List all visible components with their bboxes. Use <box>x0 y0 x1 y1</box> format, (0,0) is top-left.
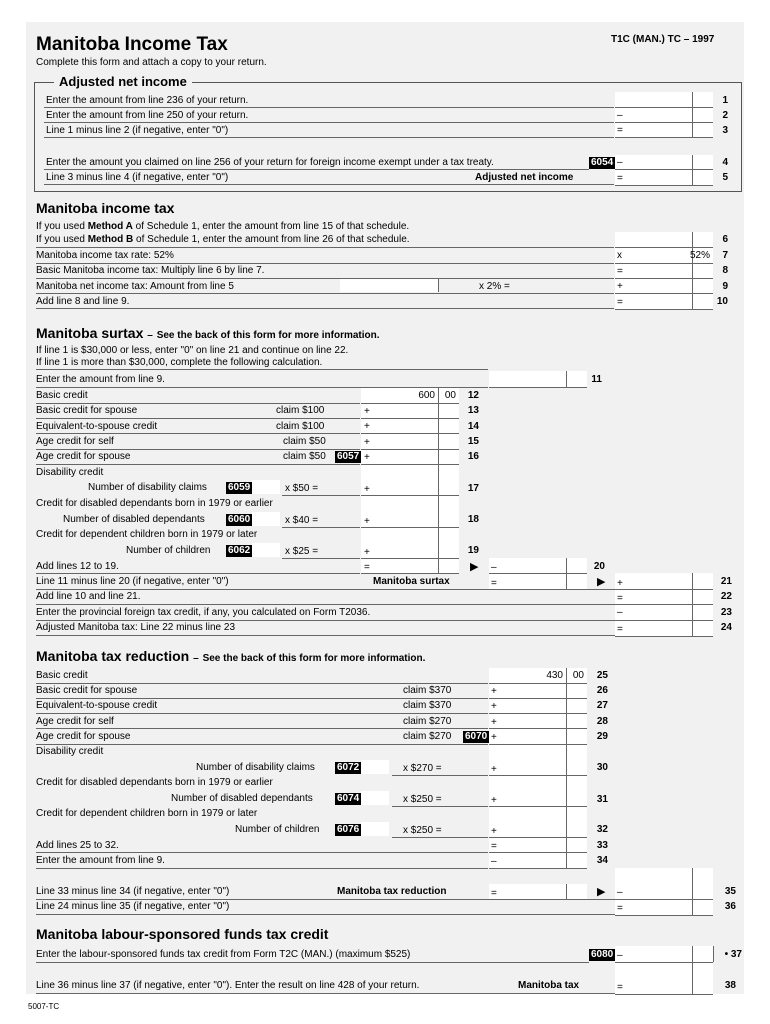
line-number: 19 <box>467 545 479 556</box>
line-7-rate: 52% <box>689 250 710 261</box>
line-17-code: 6059 <box>228 482 251 493</box>
arrow-right-icon: ▶ <box>597 576 606 588</box>
line-37-code: 6080 <box>591 949 614 960</box>
surtax-note-2: If line 1 is more than $30,000, complete the following calculation. <box>36 357 323 368</box>
line-29-claim: claim $270 <box>403 731 452 742</box>
line-19-multiplier: x $25 = <box>285 546 319 557</box>
line-number: 25 <box>596 670 608 681</box>
line-number: 28 <box>596 716 608 727</box>
op-minus-37: – <box>617 950 623 961</box>
line-33-label: Add lines 25 to 32. <box>36 840 119 851</box>
line-17-label: Number of disability claims <box>88 482 207 493</box>
line-number: 11 <box>591 374 602 385</box>
line-number: 23 <box>720 607 732 618</box>
line-number: 14 <box>467 421 479 432</box>
line-number: 4 <box>722 157 728 168</box>
line-number: 29 <box>596 731 608 742</box>
line-37-label: Enter the labour-sponsored funds tax credit from Form T2C (MAN.) (maximum $525) <box>36 949 411 960</box>
line-11-input[interactable] <box>489 371 587 387</box>
labour-credit-heading: Manitoba labour-sponsored funds tax credit <box>36 926 329 942</box>
op-plus-21: + <box>617 578 623 589</box>
line-20-label: Add lines 12 to 19. <box>36 561 119 572</box>
op-plus-27: + <box>491 701 497 712</box>
line-1-label: Enter the amount from line 236 of your return. <box>46 95 249 106</box>
amount-field-lines-6-10[interactable] <box>615 232 713 310</box>
line-number: 35 <box>724 886 736 897</box>
disability-credit-label: Disability credit <box>36 467 104 478</box>
op-equals-20a: = <box>364 562 370 573</box>
line-16-code: 6057 <box>337 451 360 462</box>
op-plus-18: + <box>364 516 370 527</box>
line-16-claim: claim $50 <box>283 451 326 462</box>
line-number: 38 <box>724 980 736 991</box>
line-30-label: Number of disability claims <box>196 762 315 773</box>
line-29-label: Age credit for spouse <box>36 731 131 742</box>
line-11-label: Enter the amount from line 9. <box>36 374 165 385</box>
line-25-label: Basic credit <box>36 670 88 681</box>
form-id: T1C (MAN.) TC – 1997 <box>611 34 715 45</box>
line-31-code: 6074 <box>337 793 360 804</box>
line-number: 18 <box>467 514 479 525</box>
op-plus-17: + <box>364 484 370 495</box>
op-plus-32: + <box>491 826 497 837</box>
op-minus-34: – <box>491 856 497 867</box>
line-12-label: Basic credit <box>36 390 88 401</box>
line-14-claim: claim $100 <box>276 421 325 432</box>
adjusted-net-income-heading: Adjusted net income <box>54 74 192 89</box>
line-number: 20 <box>593 561 605 572</box>
line-22-label: Add line 10 and line 21. <box>36 591 141 602</box>
line-number: 6 <box>722 234 728 245</box>
line-9-multiplier: x 2% = <box>479 281 510 292</box>
line-32-label: Number of children <box>235 824 320 835</box>
amount-field-lines-37-38[interactable] <box>615 946 713 994</box>
op-plus-28: + <box>491 717 497 728</box>
op-equals-24: = <box>617 624 623 635</box>
line-number: 32 <box>596 824 608 835</box>
line-number: 5 <box>722 172 728 183</box>
line-18-code: 6060 <box>228 514 251 525</box>
op-plus-13: + <box>364 406 370 417</box>
surtax-dependants-header: Credit for disabled dependants born in 1979 or earlier <box>36 498 273 509</box>
line-35-label: Line 33 minus line 34 (if negative, enter "0") <box>36 886 230 897</box>
line-8-label: Basic Manitoba income tax: Multiply line 6 by line 7. <box>36 265 265 276</box>
surtax-credits-column[interactable] <box>361 388 459 573</box>
op-minus-35: – <box>617 887 623 898</box>
line-number: 22 <box>720 591 732 602</box>
line-9-input[interactable] <box>340 279 438 292</box>
line-26-claim: claim $370 <box>403 685 452 696</box>
op-minus-20: – <box>491 562 497 573</box>
line-number: 36 <box>724 901 736 912</box>
line-number: 21 <box>720 576 732 587</box>
tax-reduction-heading: Manitoba tax reduction – See the back of this form for more information. <box>36 648 426 664</box>
line-23-label: Enter the provincial foreign tax credit, if any, you calculated on Form T2036. <box>36 607 371 618</box>
line-number: 27 <box>596 700 608 711</box>
line-3-label: Line 1 minus line 2 (if negative, enter "0") <box>46 125 229 136</box>
line-27-label: Equivalent-to-spouse credit <box>36 700 158 711</box>
line-16-label: Age credit for spouse <box>36 451 131 462</box>
op-plus-31: + <box>491 795 497 806</box>
line-number: 15 <box>467 436 479 447</box>
op-plus-30: + <box>491 764 497 775</box>
line-number: 33 <box>596 840 608 851</box>
line-4-code: 6054 <box>591 157 614 168</box>
line-30-code: 6072 <box>337 762 360 773</box>
op-plus-14: + <box>364 421 370 432</box>
op-minus-23: – <box>617 607 623 618</box>
line-35-mid-input[interactable] <box>489 884 587 899</box>
line-29-code: 6070 <box>465 731 488 742</box>
line-number: 8 <box>722 265 728 276</box>
line-15-label: Age credit for self <box>36 436 114 447</box>
line-number: 10 <box>716 296 728 307</box>
line-number: 1 <box>722 95 728 106</box>
line-25-cents: 00 <box>572 670 584 681</box>
income-tax-heading: Manitoba income tax <box>36 200 175 216</box>
method-b-text: If you used Method B of Schedule 1, enter the amount from line 26 of that schedule. <box>36 234 410 245</box>
line-32-count-input[interactable] <box>361 822 389 836</box>
line-18-count-input[interactable] <box>252 512 280 526</box>
line-number: 7 <box>722 250 728 261</box>
line-10-label: Add line 8 and line 9. <box>36 296 130 307</box>
reduction-children-header: Credit for dependent children born in 1979 or later <box>36 808 258 819</box>
manitoba-surtax-label: Manitoba surtax <box>373 576 450 587</box>
op-equals-36: = <box>617 903 623 914</box>
line-17-multiplier: x $50 = <box>285 483 319 494</box>
line-19-label: Number of children <box>126 545 211 556</box>
line-number: 17 <box>467 483 479 494</box>
line-12-dollars: 600 <box>418 390 435 401</box>
line-12-cents: 00 <box>444 390 456 401</box>
line-28-label: Age credit for self <box>36 716 114 727</box>
line-7-label: Manitoba income tax rate: 52% <box>36 250 174 261</box>
amount-field-lines-1-3[interactable] <box>615 92 713 138</box>
reduction-dependants-header: Credit for disabled dependants born in 1979 or earlier <box>36 777 273 788</box>
method-a-text: If you used Method A of Schedule 1, enter the amount from line 15 of that schedule. <box>36 221 410 232</box>
op-plus-15: + <box>364 437 370 448</box>
surtax-heading: Manitoba surtax – See the back of this form for more information. <box>36 325 380 341</box>
line-number: 31 <box>596 794 608 805</box>
op-equals-5: = <box>617 173 623 184</box>
line-30-multiplier: x $270 = <box>403 763 442 774</box>
line-5-label: Line 3 minus line 4 (if negative, enter "0") <box>46 172 229 183</box>
line-31-count-input[interactable] <box>361 791 389 805</box>
op-equals-10: = <box>617 297 623 308</box>
line-15-claim: claim $50 <box>283 436 326 447</box>
line-number: • 37 <box>724 949 742 960</box>
line-32-code: 6076 <box>337 824 360 835</box>
line-19-code: 6062 <box>228 545 251 556</box>
manitoba-tax-reduction-label: Manitoba tax reduction <box>337 886 447 897</box>
line-2-label: Enter the amount from line 250 of your return. <box>46 110 249 121</box>
amount-field-lines-4-5[interactable] <box>615 155 713 186</box>
line-38-label: Line 36 minus line 37 (if negative, enter "0"). Enter the result on line 428 of your return. <box>36 980 420 991</box>
op-plus-26: + <box>491 686 497 697</box>
manitoba-tax-label: Manitoba tax <box>518 980 580 991</box>
line-14-label: Equivalent-to-spouse credit <box>36 421 158 432</box>
line-21-label: Line 11 minus line 20 (if negative, enter "0") <box>36 576 229 587</box>
op-minus-2: – <box>617 110 623 121</box>
line-19-count-input[interactable] <box>252 543 280 557</box>
op-equals-3: = <box>617 125 623 136</box>
line-24-label: Adjusted Manitoba tax: Line 22 minus line 23 <box>36 622 236 633</box>
op-equals-38: = <box>617 982 623 993</box>
form-title: Manitoba Income Tax <box>36 34 228 55</box>
op-plus-9: + <box>617 281 623 292</box>
line-number: 9 <box>722 281 728 292</box>
op-equals-8: = <box>617 266 623 277</box>
line-31-multiplier: x $250 = <box>403 794 442 805</box>
line-31-label: Number of disabled dependants <box>171 793 313 804</box>
form-footer-code: 5007-TC <box>28 1002 60 1011</box>
reduction-disability-label: Disability credit <box>36 746 104 757</box>
surtax-note-1: If line 1 is $30,000 or less, enter "0" on line 21 and continue on line 22. <box>36 345 349 356</box>
line-number: 3 <box>722 125 728 136</box>
line-30-count-input[interactable] <box>361 760 389 774</box>
arrow-right-icon: ▶ <box>470 561 479 573</box>
line-25-dollars: 430 <box>546 670 563 681</box>
adjusted-net-income-label: Adjusted net income <box>475 172 574 183</box>
form-instruction: Complete this form and attach a copy to your return. <box>36 57 267 68</box>
amount-field-lines-35-36[interactable] <box>615 868 713 915</box>
line-4-label: Enter the amount you claimed on line 256 of your return for foreign income exempt under a tax treaty. <box>46 157 494 168</box>
line-number: 34 <box>596 855 608 866</box>
line-36-label: Line 24 minus line 35 (if negative, enter "0") <box>36 901 230 912</box>
line-number: 16 <box>467 451 479 462</box>
line-13-claim: claim $100 <box>276 405 325 416</box>
line-26-label: Basic credit for spouse <box>36 685 138 696</box>
line-27-claim: claim $370 <box>403 700 452 711</box>
op-plus-16: + <box>364 452 370 463</box>
op-plus-19: + <box>364 547 370 558</box>
line-32-multiplier: x $250 = <box>403 825 442 836</box>
line-34-label: Enter the amount from line 9. <box>36 855 165 866</box>
op-minus-4: – <box>617 157 623 168</box>
line-28-claim: claim $270 <box>403 716 452 727</box>
op-equals-33: = <box>491 841 497 852</box>
op-equals-21a: = <box>491 578 497 589</box>
line-number: 30 <box>596 762 608 773</box>
op-times-7: x <box>617 250 622 261</box>
line-18-label: Number of disabled dependants <box>63 514 205 525</box>
line-number: 26 <box>596 685 608 696</box>
line-17-count-input[interactable] <box>252 480 280 494</box>
line-number: 24 <box>720 622 732 633</box>
line-9-label: Manitoba net income tax: Amount from line 5 <box>36 281 234 292</box>
op-equals-22: = <box>617 593 623 604</box>
op-equals-35a: = <box>491 888 497 899</box>
arrow-right-icon: ▶ <box>597 886 606 898</box>
line-13-label: Basic credit for spouse <box>36 405 138 416</box>
line-number: 13 <box>467 405 479 416</box>
op-plus-29: + <box>491 732 497 743</box>
line-number: 2 <box>722 110 728 121</box>
line-18-multiplier: x $40 = <box>285 515 319 526</box>
line-number: 12 <box>467 390 479 401</box>
surtax-children-header: Credit for dependent children born in 1979 or later <box>36 529 258 540</box>
